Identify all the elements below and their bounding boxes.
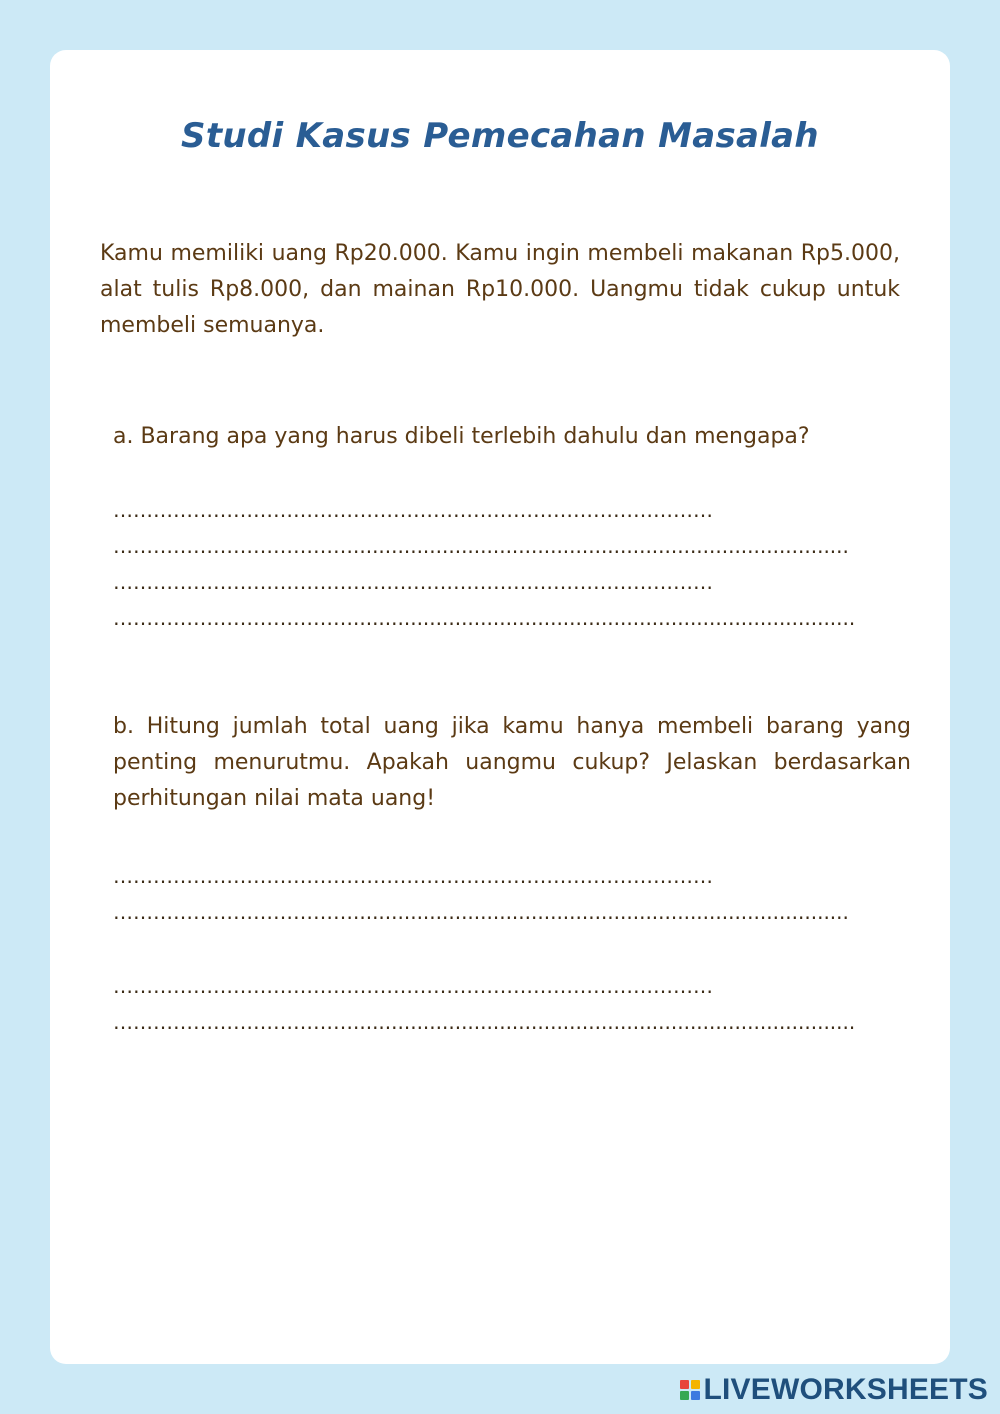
logo-tile	[691, 1391, 700, 1400]
liveworksheets-logo-icon	[680, 1380, 700, 1400]
answer-line[interactable]: ………………………………...............................................................................	[113, 606, 856, 630]
liveworksheets-brand[interactable]	[680, 1372, 989, 1408]
case-description: Kamu memiliki uang Rp20.000. Kamu ingin membeli makanan Rp5.000, alat tulis Rp8.000, dan mainan Rp10.000. Uangmu tidak cukup untuk membeli semuanya.	[100, 241, 900, 338]
answer-line[interactable]: ………………………………...............................................................................	[113, 1010, 856, 1034]
logo-tile	[680, 1380, 689, 1389]
answer-area-b-1[interactable]	[113, 858, 888, 930]
answer-area-b-2[interactable]	[113, 968, 888, 1040]
answer-line[interactable]: ………………………………………………………………………………	[113, 974, 713, 998]
question-b: b. Hitung jumlah total uang jika kamu hanya membeli barang yang penting menurutmu. Apakah uangmu cukup? Jelaskan berdasarkan perhitungan nilai mata uang!	[113, 714, 911, 811]
answer-line[interactable]: ………………………………………………………………………………	[113, 498, 713, 522]
brand-name: LIVEWORKSHEETS	[703, 1373, 988, 1406]
answer-area-a[interactable]	[113, 492, 888, 636]
answer-line[interactable]: ………………………………..............................................................................	[113, 534, 849, 558]
answer-line[interactable]: ………………………………..............................................................................	[113, 900, 849, 924]
page-title: Studi Kasus Pemecahan Masalah	[181, 116, 819, 156]
answer-line[interactable]: ………………………………………………………………………………	[113, 570, 713, 594]
logo-tile	[680, 1391, 689, 1400]
answer-line[interactable]: ………………………………………………………………………………	[113, 864, 713, 888]
logo-tile	[691, 1380, 700, 1389]
question-a: a. Barang apa yang harus dibeli terlebih dahulu dan mengapa?	[113, 424, 810, 449]
